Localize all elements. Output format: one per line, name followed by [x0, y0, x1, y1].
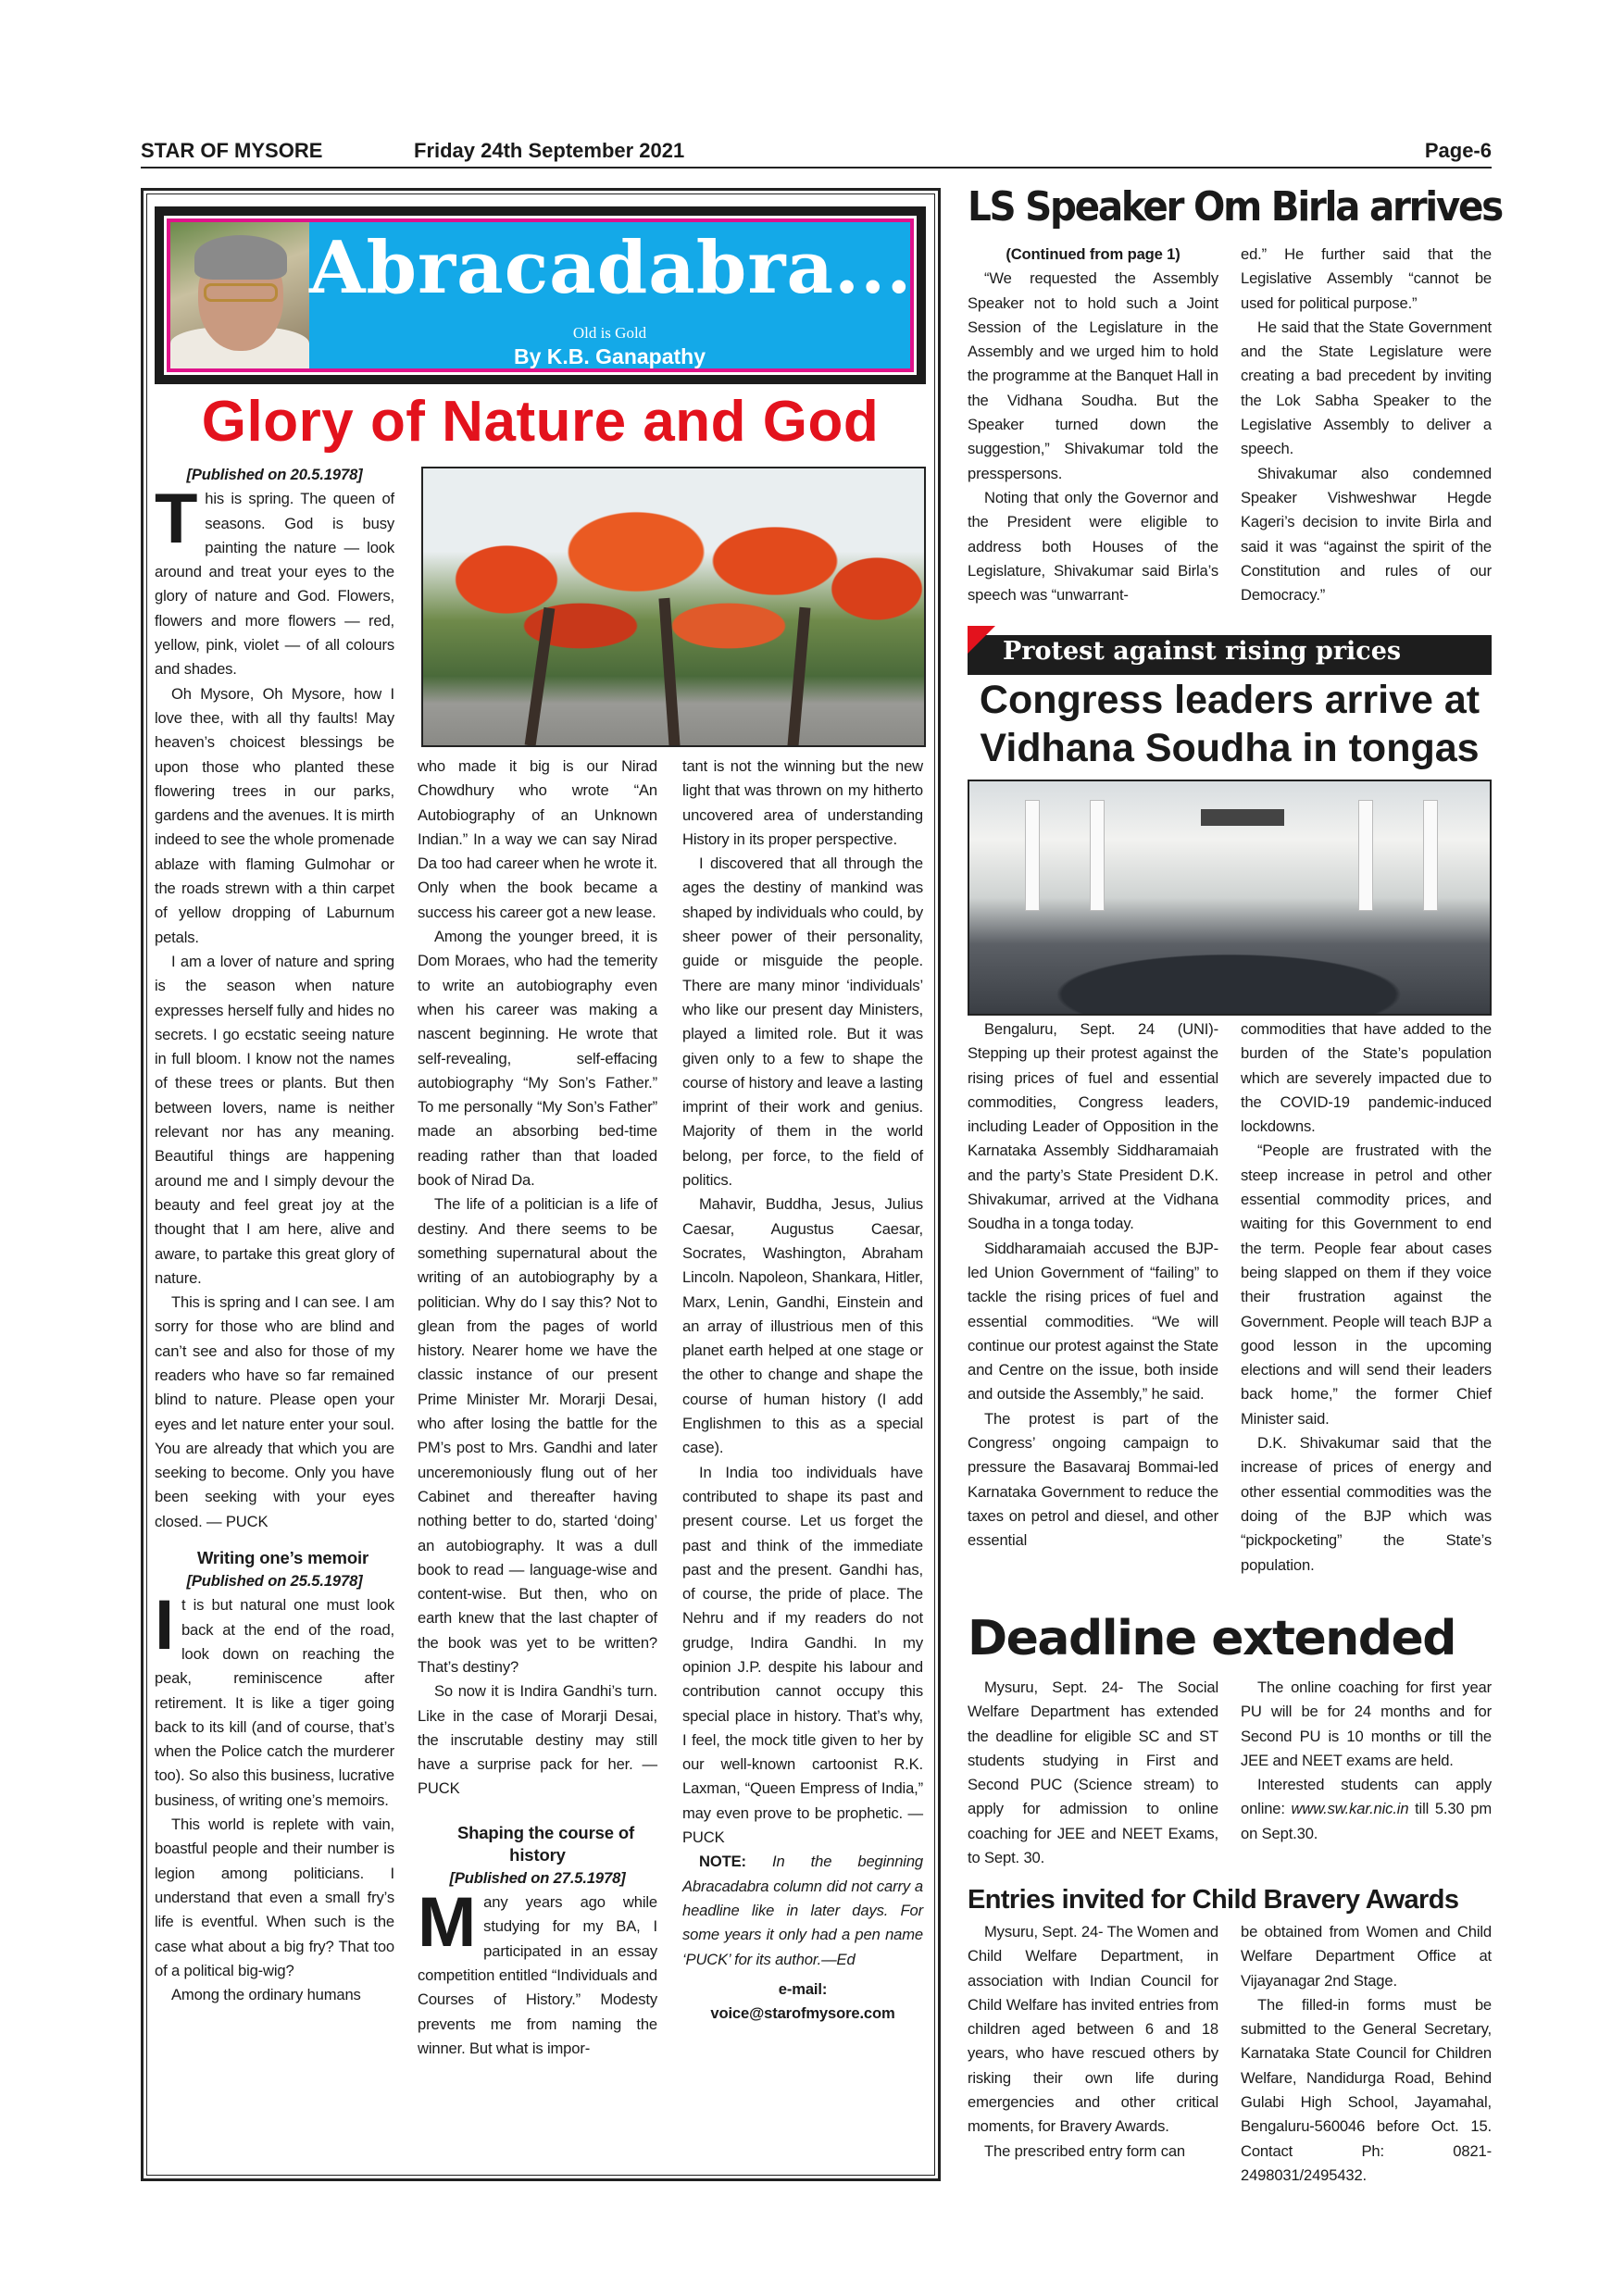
published-date: [Published on 25.5.1978] — [186, 1572, 363, 1591]
column-tagline: Old is Gold — [572, 324, 647, 342]
paragraph: This is spring and I can see. I am sorry for those who are blind and can’t see and also for those of my readers who have so far remained blind to nature. Please open your eyes and let nature enter your soul. You are already that which you are seeking to become. Only you have been seeking with your eyes closed. — PUCK — [155, 1293, 394, 1530]
paragraph: The online coaching for first year PU will be for 24 months and for Second PU is 10 months or till the JEE and NEET exams are held. — [1241, 1678, 1492, 1769]
paragraph: Mahavir, Buddha, Jesus, Julius Caesar, Augustus Caesar, Socrates, Washington, Abraham Lincoln. Napoleon, Shankara, Hitler, Marx, Lenin, Gandhi, Einstein and an array of illustrious men of this planet earth helped at one stage or the other to change and shape the course of human history (I add Englishmen to this as a special case). — [682, 1195, 923, 1457]
paragraph: Oh Mysore, Oh Mysore, how I love thee, with all thy faults! May heaven’s choicest blessings be upon those who planted these flowering trees in our parks, gardens and the avenues. It is mirth indeed to see the whole promenade ablaze with flaming Gulmohar or the roads strewn with a thin carpet of yellow dropping of Laburnum petals. — [155, 684, 394, 946]
article-body — [1241, 1920, 1492, 2188]
article-headline: Glory of Nature and God — [201, 390, 880, 454]
paragraph: So now it is Indira Gandhi’s turn. Like in the case of Morarji Desai, the inscrutable destiny may still have a surprise pack for her. —PUCK — [418, 1682, 657, 1798]
congress-headline: Congress leaders arrive at Vidhana Soudha in tongas — [979, 678, 1480, 770]
paragraph: be obtained from Women and Child Welfare Department Office at Vijayanagar 2nd Stage. — [1241, 1923, 1492, 1990]
paragraph: Siddharamaiah accused the BJP-led Union Government of “failing” to tackle the rising prices of fuel and essential commodities. “We will continue our protest against the State and Centre on the issue, both inside and outside the Assembly,” he said. — [968, 1239, 1218, 1404]
paragraph: “People are frustrated with the steep increase in petrol and other essential commodity prices, and waiting for this Government to end the term. People fear about cases being slapped on them if they voice their frustration against the Government. People will teach BJP a good lesson in the upcoming elections and will send their leaders back home,” the former Chief Minister said. — [1241, 1142, 1492, 1428]
paragraph: The life of a politician is a life of destiny. And there seems to be something supernatural about the writing of an autobiography by a politician. Why do I say this? Not to glean from the pages of world history. Nearer home we have the classic instance of our present Prime Minister Mr. Morarji Desai, who after losing the battle for the PM’s post to Mrs. Gandhi and later unceremoniously flung out of her Cabinet and thereafter having nothing better to do, started ‘doing’ an autobiography. It was a dull book to read — language-wise and content-wise. But then, who on earth knew that the last chapter of the book was yet to be written? That’s destiny? — [418, 1195, 657, 1676]
subheading: Writing one’s memoir — [196, 1548, 369, 1568]
bravery-headline: Entries invited for Child Bravery Awards — [968, 1885, 1459, 1915]
paragraph: Many years ago while studying for my BA, I participated in an essay competition entitled “Individuals and Courses of History.” Modesty prevents me from naming the winner. But what is impor- — [418, 1883, 657, 2057]
paragraph: “We requested the Assembly Speaker not to hold such a Joint Session of the Legislature in the Assembly and we urged him to hold the programme at the Banquet Hall in the Vidhana Soudha. But the Speaker turned down the suggestion,” Shivakumar told the presspersons. — [968, 269, 1218, 482]
ls-speaker-headline: LS Speaker Om Birla arrives — [968, 183, 1502, 231]
article-body — [418, 755, 657, 1802]
deadline-headline: Deadline extended — [968, 1611, 1455, 1666]
paragraph: The prescribed entry form can — [984, 2141, 1185, 2160]
paragraph: Mysuru, Sept. 24- The Women and Child Welfare Department, in association with Indian Council for Child Welfare has invited entries from children aged between 6 and 18 years, who have rescued others by risking their own life during emergencies and other critical moments, for Bravery Awards. — [968, 1923, 1218, 2136]
paragraph: The protest is part of the Congress’ ongoing campaign to pressure the Basavaraj Bommai-led Karnataka Government to reduce the taxes on petrol and diesel, and other essential — [968, 1409, 1218, 1550]
paragraph: Noting that only the Governor and the President were eligible to address both Houses of the Legislature, Shivakumar said Birla’s speech was “unwarrant- — [968, 488, 1218, 605]
paragraph: Mysuru, Sept. 24- The Social Welfare Department has extended the deadline for eligible SC and ST students studying in First and Second PUC (Science stream) to apply for admission to online coaching for JEE and NEET Exams, to Sept. 30. — [968, 1678, 1218, 1867]
article-body — [155, 480, 394, 1534]
paragraph: In India too individuals have contributed to shape its past and present course. Let us forget the past and think of the immediate past and the present. Gandhi has, of course, the pride of place. The Nehru and if my readers do not grudge, Indira Gandhi. In my opinion J.P. despite his labour and contribution cannot occupy this special place in history. That’s why, I feel, the mock title given to her by our well-known cartoonist R.K. Laxman, “Queen Empress of India,” may even prove to be prophetic. —PUCK — [682, 1463, 923, 1847]
protest-photo — [968, 780, 1492, 1016]
masthead-rule — [141, 167, 1492, 168]
published-date: [Published on 27.5.1978] — [449, 1868, 626, 1887]
paragraph: D.K. Shivakumar said that the increase of prices of energy and other essential commodities was the doing of the BJP which was “pickpocketing” the State’s population. — [1241, 1434, 1492, 1574]
paragraph: commodities that have added to the burden of the State’s population which are severely impacted due to the COVID-19 pandemic-induced lockdowns. — [1241, 1020, 1492, 1136]
article-body — [682, 755, 923, 1850]
published-date: [Published on 20.5.1978] — [186, 466, 363, 483]
email-link[interactable]: voice@starofmysore.com — [710, 2004, 895, 2023]
article-body — [968, 267, 1218, 607]
article-body — [418, 1883, 657, 2061]
issue-date: Friday 24th September 2021 — [414, 139, 685, 162]
paper-name: STAR OF MYSORE — [141, 139, 323, 162]
apply-url[interactable]: www.sw.kar.nic.in — [1291, 1800, 1409, 1818]
continued-note: (Continued from page 1) — [1006, 245, 1181, 263]
column-byline: By K.B. Ganapathy — [513, 344, 706, 368]
editor-note — [682, 1850, 923, 1971]
paragraph: Shivakumar also condemned Speaker Vishweshwar Hegde Kageri’s decision to invite Birla and said it was “against the spirit of the Constitution and rules of our Democracy.” — [1241, 464, 1492, 605]
paragraph: He said that the State Government and the State Legislature were creating a bad precedent by inviting the Lok Sabha Speaker to the Legislative Assembly to deliver a speech. — [1241, 318, 1492, 458]
article-body — [1241, 1676, 1492, 1773]
article-body — [968, 1017, 1218, 1554]
article-body — [968, 1676, 1218, 1870]
paragraph: It is but natural one must look back at the end of the road, look down on reaching the peak, reminiscence after retirement. It is like a tiger going back to its kill (and of course, that’s when the Police catch the murderer too). So also this business, lucrative business, of writing one’s memoirs. — [155, 1586, 395, 1809]
page-number: Page-6 — [1424, 139, 1492, 162]
paragraph: tant is not the winning but the new light that was thrown on my hitherto uncovered area of understanding History in its proper perspective. — [682, 757, 923, 848]
paragraph: The filled-in forms must be submitted to the General Secretary, Karnataka State Council for Children Welfare, Nandidurga Road, Behind Gulabi High School, Jayamahal, Bengaluru-560046 before Oct. 15. Contact Ph: 0821- 2498031/2495432. — [1241, 1995, 1492, 2184]
paragraph: ed.” He further said that the Legislative Assembly “cannot be used for political purpose.” — [1241, 245, 1492, 312]
article-body — [1241, 243, 1492, 607]
article-body — [968, 1920, 1218, 2164]
note-text: In the beginning Abracadabra column did not carry a headline like in later days. For some years it only had a pen name ‘PUCK’ for its author.—Ed — [682, 1853, 924, 1968]
paragraph: who made it big is our Nirad Chowdhury who wrote “An Autobiography of an Unknown Indian.” In a way we can say Nirad Da too had career when he wrote it. Only when the book became a success his career got a new lease. — [418, 757, 657, 921]
paragraph: I discovered that all through the ages the destiny of mankind was shaped by individuals who could, by sheer power of their personality, guide or misguide the people. There are many minor ‘individuals’ who like our present day Ministers, played a limited role. But it was given only to a few to shape the course of history and leave a lasting imprint of their work and genius. Majority of them in the world belong, per force, to the field of politics. — [682, 855, 923, 1190]
apply-paragraph — [1241, 1773, 1492, 1846]
column-title: Abracadabra... — [309, 226, 913, 310]
apply-text: till 5.30 pm on Sept.30. — [1241, 1800, 1492, 1842]
article-body — [155, 1586, 395, 2007]
email-label: e-mail: — [778, 1979, 828, 1998]
author-portrait — [170, 222, 309, 368]
paragraph: Among the younger breed, it is Dom Moraes, who had the temerity to write an autobiography even when his career was making a nascent beginning. He wrote that self-revealing, self-effacing autobiography “My Son’s Father.” To me personally “My Son’s Father” made an absorbing bed-time reading rather than that loaded book of Nirad Da. — [418, 928, 657, 1190]
paragraph: This world is replete with vain, boastful people and their number is legion among politicians. I understand that even a small fry’s life is eventful. When such is the case what about a big fry? That too of a political big-wig? — [155, 1816, 394, 1979]
apply-text: Interested students can apply online: — [1241, 1776, 1492, 1818]
kicker-bar: Protest against rising prices — [968, 635, 1492, 675]
paragraph: Bengaluru, Sept. 24 (UNI)- Stepping up their protest against the rising prices of fuel and essential commodities, Congress leaders, including Leader of Opposition in the Karnataka Assembly Siddharamaiah and the party’s State President D.K. Shivakumar, arrived at the Vidhana Soudha in a tonga today. — [968, 1020, 1218, 1233]
paragraph: Among the ordinary humans — [171, 1986, 361, 2004]
column-banner — [155, 206, 926, 384]
paragraph: This is spring. The queen of seasons. God is busy painting the nature — look around and treat your eyes to the glory of nature and God. Flowers, flowers and more flowers — red, yellow, pink, violet — of all colours and shades. — [155, 480, 394, 679]
red-flag-icon — [968, 626, 995, 654]
gulmohar-trees-photo — [421, 467, 926, 747]
subheading: Shaping the course of history — [456, 1822, 635, 1865]
paragraph: I am a lover of nature and spring is the season when nature expresses herself fully and hides no secrets. I go ecstatic seeing nature in full bloom. I know not the names of these trees or plants. But then between lovers, name is neither relevant nor has any meaning. Beautiful things are happening around me and I simply devour the beauty and feel great joy at the thought that I am here, alive and aware, to partake this great glory of nature. — [155, 952, 394, 1287]
note-label: NOTE: — [699, 1853, 746, 1871]
article-body — [1241, 1017, 1492, 1578]
